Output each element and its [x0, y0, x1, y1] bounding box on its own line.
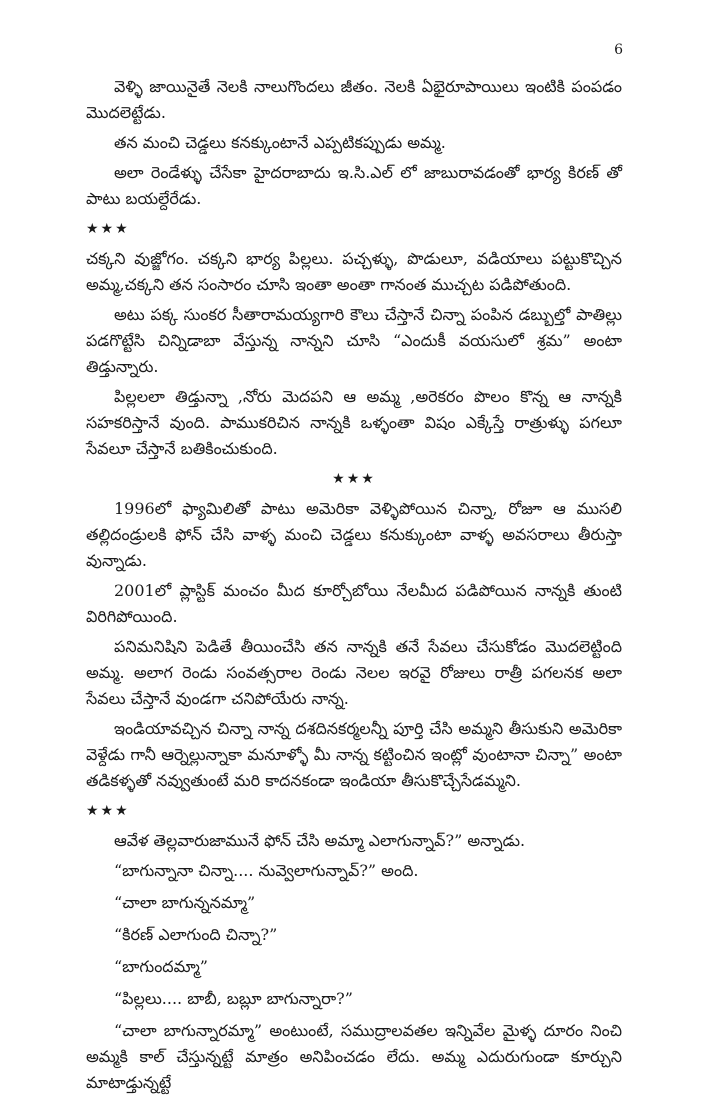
paragraph: అలా రెండేళ్ళు చేసేకా హైదరాబాదు ఇ.సి.ఎల్ లో జాబురావడంతో భార్య కిరణ్ తో పాటు బయల్దేరేడు.: [86, 163, 622, 208]
paragraph: చక్కని వుజ్జోగం. చక్కని భార్య పిల్లలు. పచ్చళ్ళు, పొడులూ, వడియాలు పట్టుకొచ్చిన అమ్మ,చక్కని తన సంసారం చూసి ఇంతా అంతా గానంత ముచ్చట పడిపోతుంది.: [86, 249, 622, 294]
dialogue-line: “పిల్లలు.... బాబీ, బబ్లూ బాగున్నారా?”: [114, 989, 353, 1008]
paragraph: “చాలా బాగున్నారమ్మా” అంటుంటే, సముద్రాలవతల ఇన్నివేల మైళ్ళ దూరం నించి అమ్మకి కాల్ చేస్తున్నట్టే మాత్రం అనిపించడం లేదు. అమ్మ ఎదురుగుండా కూర్చుని మాటాడ్తున్నట్టే: [86, 1021, 622, 1092]
dialogue-line: “కిరణ్ ఎలాగుంది చిన్నా?”: [114, 925, 278, 944]
dialogue-line: “బాగుందమ్మా”: [114, 957, 208, 976]
paragraph: పనిమనిషిని పెడితే తీయించేసి తన నాన్నకి తనే సేవలు చేసుకోడం మొదలెట్టింది అమ్మ. అలాగ రెండు సంవత్సరాల రెండు నెలల ఇరవై రోజులు రాత్రీ పగలనక అలా సేవలు చేస్తానే వుండగా చనిపోయేరు నాన్న.: [86, 637, 622, 708]
section-separator: ★★★: [86, 803, 130, 819]
paragraph: వెళ్ళి జాయినైతే నెలకి నాలుగొందలు జీతం. నెలకి ఏభైరూపాయిలు ఇంటికి పంపడం మొదలెట్టేడు.: [86, 77, 622, 122]
paragraph: అటు పక్క సుంకర సీతారామయ్యగారి కౌలు చేస్తానే చిన్నా పంపిన డబ్బుల్తో పాతిల్లు పడగొట్టేసి చిన్నిడాబా వేస్తున్న నాన్నని చూసి “ఎందుకీ వయసులో శ్రమ” అంటా తిడ్తున్నారు.: [86, 305, 622, 376]
dialogue-line: “చాలా బాగున్ననమ్మా”: [114, 893, 256, 912]
paragraph: తన మంచి చెడ్డలు కనక్కుంటానే ఎప్పటికప్పుడు అమ్మ.: [114, 133, 446, 152]
paragraph: పిల్లలలా తిడ్తున్నా ,నోరు మెదపని ఆ అమ్మ ,అరెకరం పొలం కొన్న ఆ నాన్నకి సహకరిస్తానే వుంది. పాముకరిచిన నాన్నకి ఒళ్ళంతా విషం ఎక్కేస్తే రాత్రుళ్ళు పగలూ సేవలూ చేస్తానే బతికించుకుంది.: [86, 387, 622, 458]
paragraph: 1996లో ఫ్యామిలితో పాటు అమెరికా వెళ్ళిపోయిన చిన్నా, రోజూ ఆ ముసలి తల్లిదండ్రులకి ఫోన్ చేసి వాళ్ళ మంచి చెడ్డలు కనుక్కుంటా వాళ్ళ అవసరాలు తీరుస్తా వున్నాడు.: [86, 499, 622, 570]
section-separator: ★★★: [332, 471, 376, 487]
document-body: [86, 74, 622, 1100]
section-separator: ★★★: [86, 221, 130, 237]
dialogue-line: “బాగున్నానా చిన్నా.... నువ్వెలాగున్నావ్?” అంది.: [114, 861, 419, 880]
paragraph: ఇండియావచ్చిన చిన్నా నాన్న దశదినకర్మలన్నీ పూర్తి చేసి అమ్మని తీసుకుని అమెరికా వెళ్దేడు గానీ ఆర్నెల్లున్నాకా మనూళ్ళో మీ నాన్న కట్టించిన ఇంట్లో వుంటానా చిన్నా” అంటా తడికళ్ళతో నవ్వుతుంటే మరి కాదనకండా ఇండియా తీసుకొచ్చేసేడమ్మని.: [86, 719, 622, 790]
paragraph: 2001లో ప్లాస్టిక్ మంచం మీద కూర్చోబోయి నేలమీద పడిపోయిన నాన్నకి తుంటి విరిగిపోయింది.: [86, 581, 622, 626]
page-number: 6: [614, 42, 623, 58]
paragraph: ఆవేళ తెల్లవారుజామునే ఫోన్ చేసి అమ్మా ఎలాగున్నావ్?” అన్నాడు.: [114, 831, 526, 850]
